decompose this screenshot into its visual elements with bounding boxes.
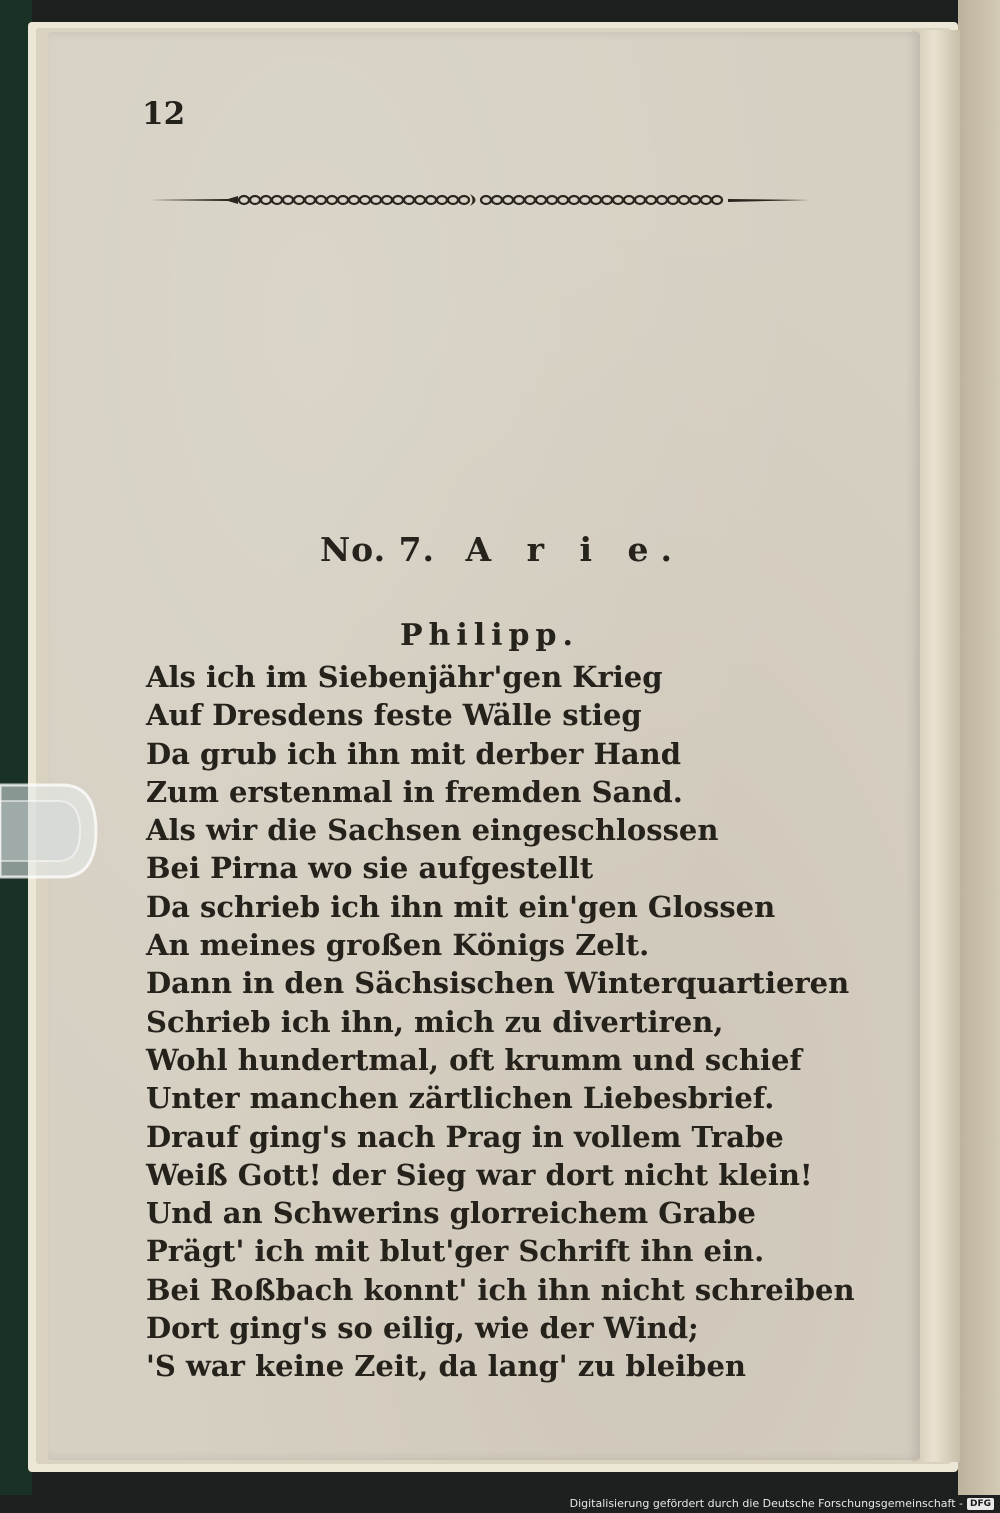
verse-line: 'S war keine Zeit, da lang' zu bleiben: [146, 1349, 746, 1384]
verse-line: Bei Pirna wo sie aufgestellt: [146, 851, 594, 886]
verse-line: An meines großen Königs Zelt.: [146, 928, 650, 963]
page-clip-icon: [0, 775, 102, 887]
verse-line: Schrieb ich ihn, mich zu divertiren,: [146, 1004, 724, 1039]
verse-line: Als ich im Siebenjähr'gen Krieg: [146, 660, 663, 694]
verse-line: Weiß Gott! der Sieg war dort nicht klein!: [146, 1157, 813, 1192]
verse-line: Als wir die Sachsen eingeschlossen: [146, 813, 719, 848]
ornamental-rule: [148, 186, 810, 214]
verse-text: [146, 658, 855, 1386]
digitization-credit: [570, 1497, 994, 1510]
verse-line: Prägt' ich mit blut'ger Schrift ihn ein.: [146, 1234, 765, 1269]
verse-line: Auf Dresdens feste Wälle stieg: [146, 698, 642, 733]
facing-page-edge: [958, 0, 1000, 1495]
speaker-name: Philipp.: [400, 618, 579, 653]
verse-line: Wohl hundertmal, oft krumm und schief: [146, 1042, 802, 1077]
verse-line: Zum erstenmal in fremden Sand.: [146, 774, 683, 809]
credit-text: Digitalisierung gefördert durch die Deutsche Forschungsgemeinschaft -: [569, 1497, 963, 1510]
heading-title: A r i e.: [465, 530, 685, 569]
heading-number: No. 7.: [320, 530, 436, 569]
verse-line: Drauf ging's nach Prag in vollem Trabe: [146, 1119, 784, 1154]
verse-line: Unter manchen zärtlichen Liebesbrief.: [146, 1081, 775, 1116]
verse-line: Dort ging's so eilig, wie der Wind;: [146, 1311, 699, 1346]
dfg-logo-icon: DFG: [967, 1498, 994, 1510]
verse-line: Und an Schwerins glorreichem Grabe: [146, 1196, 756, 1231]
page-number: 12: [142, 96, 186, 132]
section-heading: [320, 530, 740, 569]
verse-line: Da schrieb ich ihn mit ein'gen Glossen: [146, 889, 776, 924]
verse-line: Bei Roßbach konnt' ich ihn nicht schreiben: [146, 1272, 855, 1307]
verse-line: Da grub ich ihn mit derber Hand: [146, 736, 682, 771]
verse-line: Dann in den Sächsischen Winterquartieren: [146, 966, 850, 1001]
